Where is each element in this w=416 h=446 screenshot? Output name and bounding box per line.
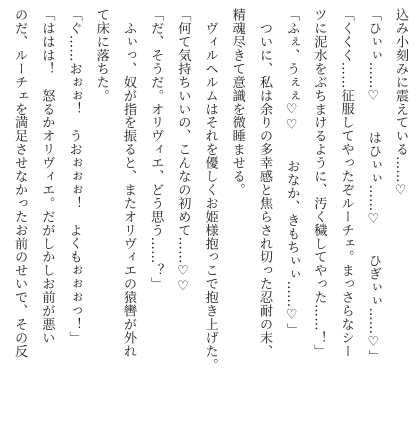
text-line: のだ、ルーチェを満足させなかったお前のせいで、その反 [12, 8, 28, 358]
text-line: 「ふぇ、うぇぇ♡♡ おなか、きもちぃぃ……♡」 [284, 8, 300, 337]
vertical-text-body [4, 8, 414, 440]
text-line: 「くくく……征服してやったぞルーチェ。まっさらなシー [338, 8, 354, 358]
text-line: ふぃっ、奴が指を振ると、またオリヴィエの猿轡が外れ [120, 8, 136, 358]
text-line: ヴィルヘルムはそれを優しくお姫様抱っこで抱き上げた。 [202, 8, 218, 372]
text-line: て床に落ちた。 [93, 8, 109, 103]
text-line: ついに、私は余りの多幸感と焦らされ切った忍耐の末、 [256, 8, 272, 358]
text-line: 「何て気持ちいいの、こんなの初めて……♡♡ [175, 8, 191, 295]
text-line: 精魂尽きて意識を微睡ませる。 [229, 8, 245, 197]
text-line: 「ひぃぃ……♡ はひぃぃ……♡ ひぎぃぃ……♡」 [365, 8, 381, 364]
text-line: 「だ、そうだ。オリヴィエ、どう思う……？」 [148, 8, 164, 291]
text-line: 込み小刻みに震えている……♡ [393, 8, 408, 199]
text-line: 「ははは！ 怒るかオリヴィエ。だがしかしお前が悪い [39, 8, 55, 345]
text-line: 「ぐ……おぉぉ！ うおぉぉぉ！ よくもぉぉぉっ！」 [66, 8, 82, 345]
text-line: ツに泥水をぶちまけるように、汚く穢してやった……！」 [311, 8, 327, 358]
